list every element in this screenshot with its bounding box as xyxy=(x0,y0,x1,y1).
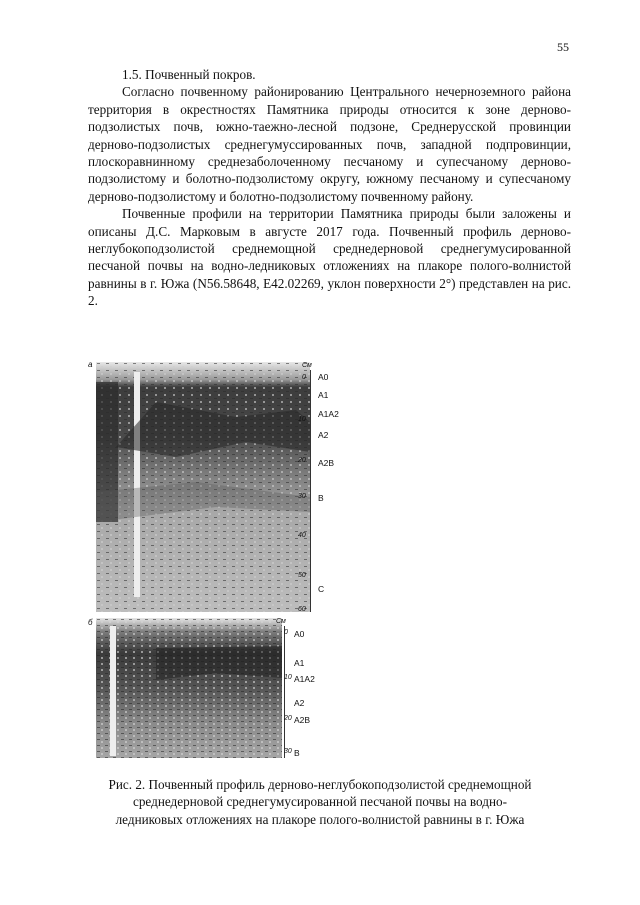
caption-line-2: среднедерновой среднегумусированной песчаной почвы на водно- xyxy=(132,794,507,810)
body-text xyxy=(88,66,571,310)
figure-a xyxy=(88,362,348,617)
horizon-b-a0: A0 xyxy=(294,629,305,639)
tick-a-20: 20 xyxy=(298,457,306,464)
depth-axis-b xyxy=(284,626,285,758)
tick-b-10: 10 xyxy=(284,674,292,681)
horizon-b-a1a2: A1A2 xyxy=(294,674,315,684)
paragraph-1: Согласно почвенному районированию Центрального нечерноземного района территория в окрестностях Памятника природы относится к зоне дерново-подзолистых почв, южно-таежно-лесной подзоне, Среднерусской провинции дерново-подзолистых среднегумуссированных почв, западной подпровинции, плоскоравнинному среднезаболоченному песчаному и супесчаному дерново-подзолистому и болотно-подзолистому округу, южному песчаному и супесчаному дерново-подзолистому и болотно-подзолистому почвенному району. xyxy=(88,84,571,204)
page-number: 55 xyxy=(557,40,569,54)
horizon-b-a2: A2 xyxy=(294,698,305,708)
tick-a-30: 30 xyxy=(298,493,306,500)
horizon-a-a2b: A2B xyxy=(318,458,335,468)
soil-profile-image-b xyxy=(96,618,282,758)
soil-profile-image-a xyxy=(96,362,310,612)
horizon-b-b: B xyxy=(294,748,300,758)
tick-a-50: 50 xyxy=(298,572,306,579)
horizon-b-a1: A1 xyxy=(294,658,305,668)
soil-photo-b xyxy=(96,618,282,758)
horizon-a-a0: A0 xyxy=(318,372,329,382)
panel-label-b: б xyxy=(88,618,93,627)
figure-caption xyxy=(70,776,570,828)
tick-b-0: 0 xyxy=(284,629,288,636)
tick-a-10: 10 xyxy=(298,416,306,423)
horizon-a-a1a2: A1A2 xyxy=(318,409,339,419)
panel-label-a: а xyxy=(88,360,93,369)
depth-axis-a xyxy=(310,370,311,612)
figure-b xyxy=(88,618,348,763)
section-heading: 1.5. Почвенный покров. xyxy=(122,67,256,82)
horizon-b-a2b: A2B xyxy=(294,715,311,725)
unit-label-b: См xyxy=(276,618,286,625)
paragraph-2: Почвенные профили на территории Памятника природы были заложены и описаны Д.С. Марковым в августе 2017 года. Почвенный профиль дерново-неглубокоподзолистой среднемощной среднедерновой среднегумусированной песчаной почвы на водно-ледниковых отложениях на плакоре полого-волнистой равнины в г. Южа (N56.58648, E42.02269, уклон поверхности 2°) представлен на рис. 2. xyxy=(88,206,571,309)
soil-photo-a xyxy=(96,362,310,612)
caption-line-1: Рис. 2. Почвенный профиль дерново-неглубокоподзолистой среднемощной xyxy=(108,777,532,792)
horizon-a-b: B xyxy=(318,493,324,503)
tick-a-60: 60 xyxy=(298,606,306,613)
tick-b-20: 20 xyxy=(284,715,292,722)
unit-label-a: См xyxy=(302,362,312,369)
caption-line-3: ледниковых отложениях на плакоре полого-волнистой равнины в г. Южа xyxy=(115,811,525,827)
tick-a-0: 0 xyxy=(302,374,306,381)
tick-b-30: 30 xyxy=(284,748,292,755)
tick-a-40: 40 xyxy=(298,532,306,539)
horizon-a-a2: A2 xyxy=(318,430,329,440)
horizon-a-c: C xyxy=(318,584,325,594)
horizon-a-a1: A1 xyxy=(318,390,329,400)
